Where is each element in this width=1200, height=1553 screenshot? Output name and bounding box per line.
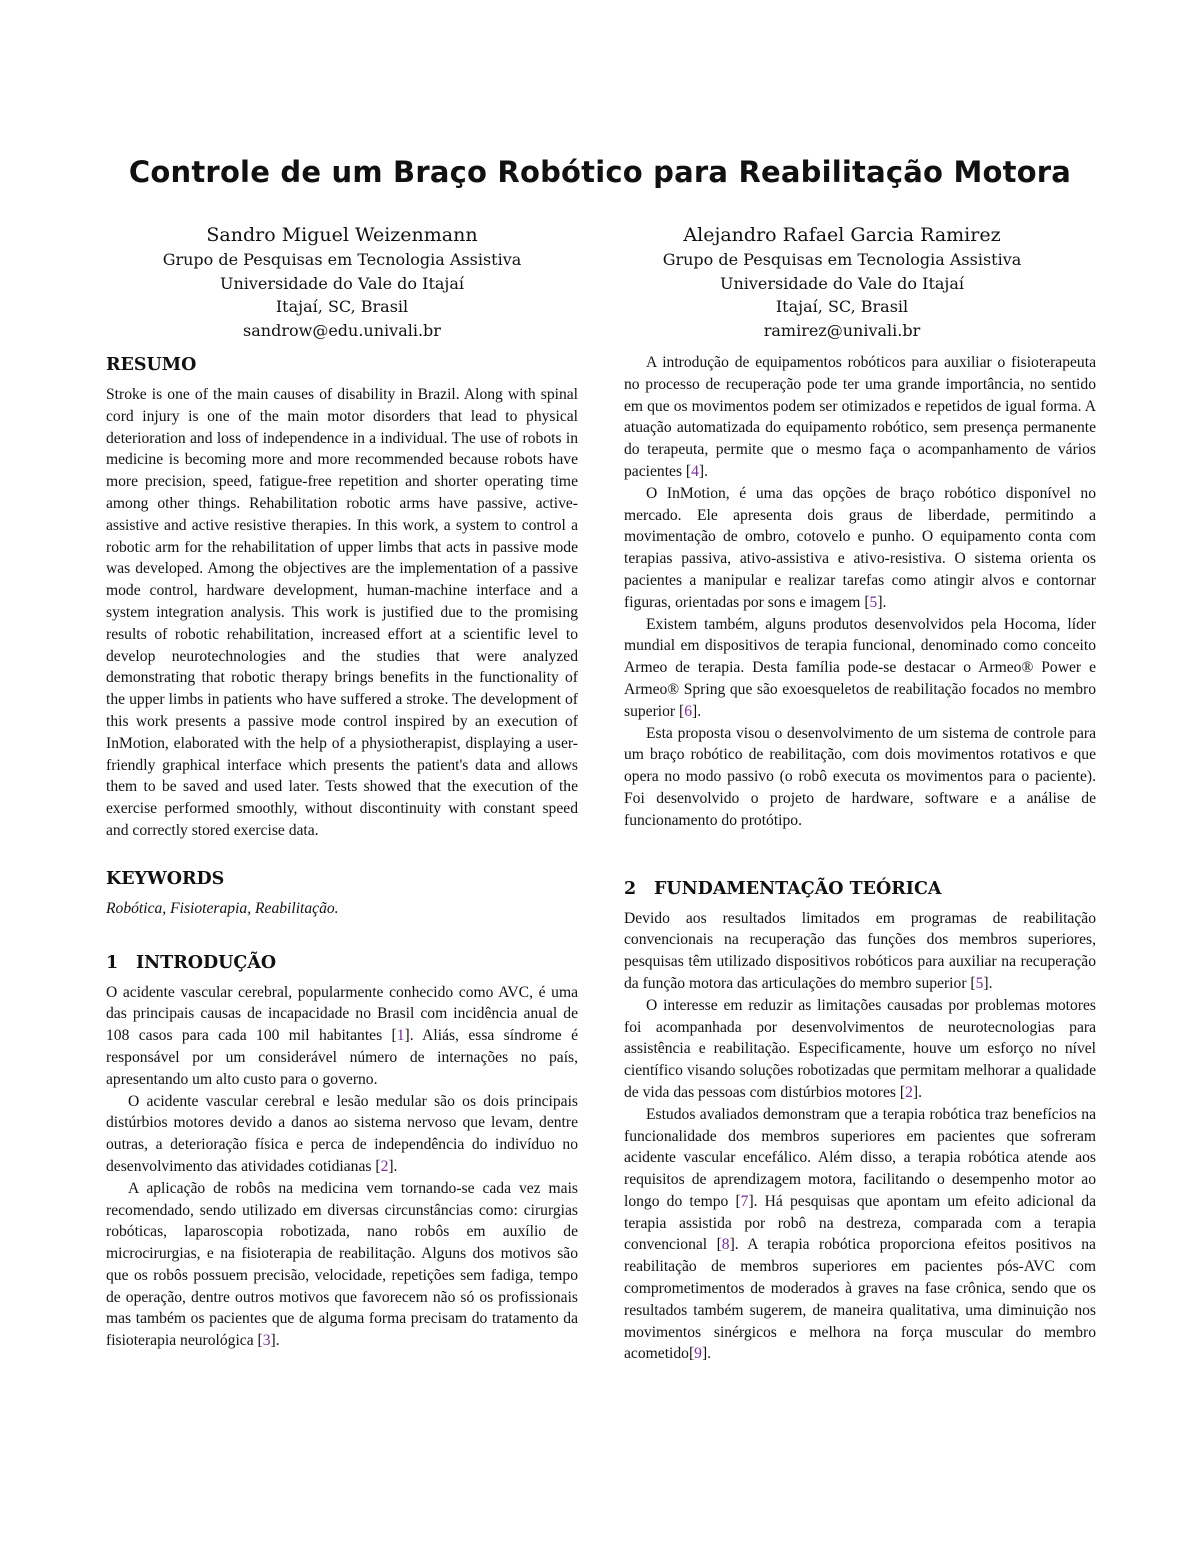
citation-link[interactable]: 4 [691, 462, 699, 480]
section-title: FUNDAMENTAÇÃO TEÓRICA [654, 878, 942, 899]
right-column [624, 352, 1096, 1365]
section-number: 2 [624, 878, 637, 899]
keywords-heading: KEYWORDS [106, 868, 225, 889]
paper-title: Controle de um Braço Robótico para Reabilitação Motora [128, 155, 1072, 189]
citation-link[interactable]: 5 [869, 593, 878, 611]
author-group: Grupo de Pesquisas em Tecnologia Assistiva [662, 250, 1022, 269]
citation-link[interactable]: 3 [262, 1332, 271, 1350]
section-title: INTRODUÇÃO [136, 952, 277, 973]
left-column [106, 352, 578, 1352]
theory-paragraph-1: Devido aos resultados limitados em programas de reabilitação convencionais na recuperação das funções dos membros superiores, pesquisas têm utilizado dispositivos robóticos para auxiliar na recuperação da função motora das articulações do membro superior [5]. [624, 909, 1096, 992]
author-block-1 [92, 222, 592, 342]
author-group: Grupo de Pesquisas em Tecnologia Assistiva [162, 250, 522, 269]
author-name: Sandro Miguel Weizenmann [206, 224, 478, 246]
intro-paragraph-5: O InMotion, é uma das opções de braço robótico disponível no mercado. Ele apresenta dois graus de liberdade, permitindo a movimentação de ombro, cotovelo e punho. O equipamento conta com terapias passiva, ativo-assistiva e ativo-resistiva. O sistema orienta os pacientes a manipular e realizar tarefas como atingir alvos e contornar figuras, orientadas por sons e imagem [5]. [624, 484, 1096, 611]
citation-link[interactable]: 8 [721, 1236, 730, 1254]
intro-paragraph-1: O acidente vascular cerebral, popularmente conhecido como AVC, é uma das principais causas de incapacidade no Brasil com incidência anual de 108 casos para cada 100 mil habitantes [1]. Aliás, essa síndrome é responsável por um considerável número de internações no país, apresentando um alto custo para o governo. [106, 983, 579, 1088]
author-block-2 [592, 222, 1092, 342]
intro-paragraph-4: A introdução de equipamentos robóticos para auxiliar o fisioterapeuta no processo de recuperação pode ter uma grande importância, no sentido em que os movimentos podem ser otimizados e repetidos de igual forma. A atuação automatizada do equipamento robótico, sem presença permanente do terapeuta, permite que o mesmo faça o acompanhamento de vários pacientes [4]. [624, 354, 1096, 480]
section-number: 1 [106, 952, 119, 973]
citation-link[interactable]: 5 [975, 974, 984, 992]
author-university: Universidade do Vale do Itajaí [219, 273, 465, 293]
intro-paragraph-6: Existem também, alguns produtos desenvolvidos pela Hocoma, líder mundial em dispositivos de terapia funcional, denominado como conceito Armeo de terapia. Desta família pode-se destacar o Armeo® Power e Armeo® Spring que são exoesqueletos de reabilitação focados no membro superior [6]. [624, 615, 1096, 720]
citation-link[interactable]: 7 [740, 1192, 749, 1210]
author-email: sandrow@edu.univali.br [243, 320, 441, 340]
citation-link[interactable]: 2 [905, 1083, 913, 1101]
abstract-text: Stroke is one of the main causes of disability in Brazil. Along with spinal cord injury is one of the main motor disorders that lead to physical deterioration and loss of independence in a individual. The use of robots in medicine is becoming more and more recommended because robots have more precision, speed, fatigue-free repetition and shorter operating time among other things. Rehabilitation robotic arms have passive, active-assistive and active resistive therapies. In this work, a system to control a robotic arm for the rehabilitation of upper limbs that acts in passive mode was developed. Among the objectives are the implementation of a passive mode control, hardware development, human-machine interface and a system integration analysis. This work is justified due to the promising results of robotic rehabilitation, increased effort at a scientific level to develop neurotechnologies and the studies that were analyzed demonstrating that robotic therapy brings benefits in the functionality of the upper limbs in patients who have suffered a stroke. The development of this work presents a passive mode control inspired by an execution of InMotion, elaborated with the help of a physiotherapist, displaying a user-friendly graphical interface which presents the patient's data and allows them to be saved and used later. Tests showed that the execution of the exercise performed smoothly, without discontinuity with constant speed and correctly stored exercise data. [106, 386, 578, 839]
citation-link[interactable]: 6 [684, 702, 692, 720]
theory-paragraph-3: Estudos avaliados demonstram que a terapia robótica traz benefícios na funcionalidade dos membros superiores em pacientes que sofreram acidente vascular encefálico. Além disso, a terapia robótica atende aos requisitos de aprendizagem motora, facilitando o desempenho motor ao longo do tempo [7]. Há pesquisas que apontam um efeito adicional da terapia assistida por robô na destreza, comparada com a terapia convencional [8]. A terapia robótica proporciona efeitos positivos na reabilitação de membros superiores em pacientes pós-AVC com comprometimentos de moderados à graves na fase crônica, sendo que os resultados também sugerem, de maneira qualitativa, uma diminuição nos movimentos sinérgicos e melhora na força muscular do membro acometido[9]. [624, 1105, 1096, 1363]
author-university: Universidade do Vale do Itajaí [719, 273, 965, 293]
intro-paragraph-7: Esta proposta visou o desenvolvimento de um sistema de controle para um braço robótico de reabilitação, com dois movimentos rotativos e que opera no modo passivo (o robô executa os movimentos para o paciente). Foi desenvolvido o projeto de hardware, software e a análise de funcionamento do protótipo. [624, 724, 1096, 829]
citation-link[interactable]: 1 [396, 1027, 405, 1045]
author-location: Itajaí, SC, Brasil [275, 297, 409, 316]
author-email: ramirez@univali.br [763, 320, 921, 340]
citation-link[interactable]: 2 [380, 1157, 389, 1175]
intro-paragraph-3: A aplicação de robôs na medicina vem tornando-se cada vez mais recomendado, sendo utilizado em diversas circunstâncias como: cirurgias robóticas, laparoscopia robotizada, nano robôs em auxílio de microcirurgias, e na fisioterapia de reabilitação. Alguns dos motivos são que os robôs possuem precisão, velocidade, repetições sem fadiga, tempo de operação, dentre outros motivos que favorecem não só os profissionais mas também os pacientes que de alguma forma precisam do tratamento da fisioterapia neurológica [3]. [106, 1179, 578, 1350]
author-location: Itajaí, SC, Brasil [775, 297, 909, 316]
abstract-heading: RESUMO [106, 355, 197, 375]
keywords-text: Robótica, Fisioterapia, Reabilitação. [106, 899, 339, 917]
citation-link[interactable]: 9 [694, 1345, 702, 1363]
intro-paragraph-2: O acidente vascular cerebral e lesão medular são os dois principais distúrbios motores devido a danos ao sistema nervoso que levam, dentre outras, a deterioração física e perca de independência do indivíduo no desenvolvimento das atividades cotidianas [2]. [106, 1092, 578, 1175]
section-heading-theory [624, 876, 1096, 902]
section-heading-introduction [106, 950, 578, 976]
theory-paragraph-2: O interesse em reduzir as limitações causadas por problemas motores foi acompanhada por desenvolvimentos de neurotecnologias para assistência e reabilitação. Especificamente, houve um esforço no nível científico visando soluções robotizadas que permitam melhorar a qualidade de vida das pessoas com distúrbios motores [2]. [624, 996, 1096, 1101]
author-name: Alejandro Rafael Garcia Ramirez [683, 224, 1001, 246]
